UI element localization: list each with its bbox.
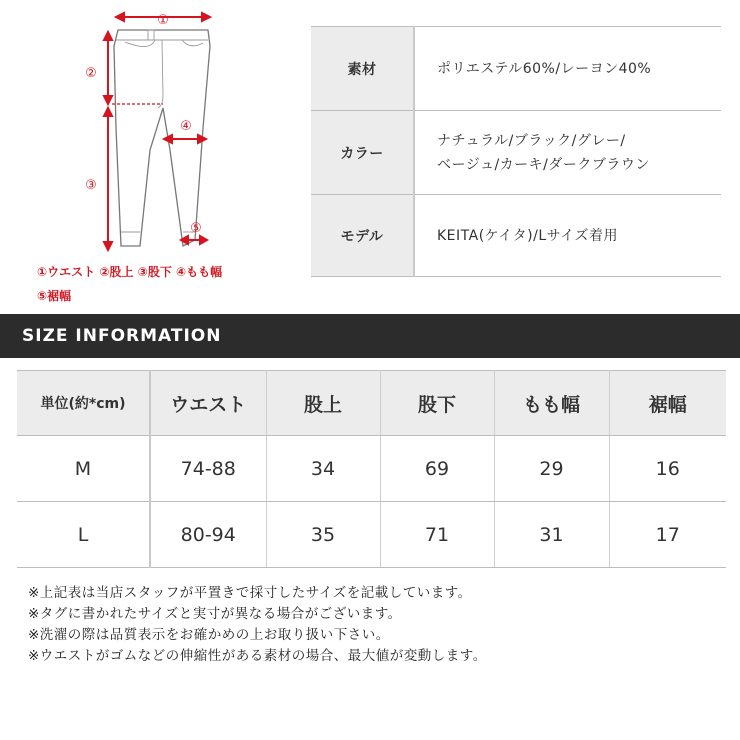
notes (28, 583, 728, 667)
size-label: M (17, 436, 150, 502)
marker-2: ② (85, 66, 97, 81)
marker-5: ⑤ (190, 221, 202, 236)
size-table-header (17, 371, 726, 436)
table-cell: 29 (494, 436, 609, 502)
spec-row-color (311, 111, 721, 195)
spec-value: ナチュラル/ブラック/グレー/ ベージュ/カーキ/ダークブラウン (414, 111, 721, 195)
table-cell: 16 (609, 436, 726, 502)
spec-table (311, 26, 721, 277)
note-line: ※上記表は当店スタッフが平置きで採寸したサイズを記載しています。 (28, 585, 472, 601)
spec-value: ポリエステル60%/レーヨン40% (414, 27, 721, 111)
table-cell: 35 (266, 502, 380, 568)
table-cell: 31 (494, 502, 609, 568)
table-row (17, 436, 726, 502)
note-line: ※洗濯の際は品質表示をお確かめの上お取り扱い下さい。 (28, 627, 390, 643)
spec-row-model (311, 195, 721, 277)
spec-label: モデル (311, 195, 414, 277)
table-row (17, 502, 726, 568)
header-waist: ウエスト (150, 371, 266, 436)
size-table (17, 370, 726, 568)
diagram-legend-line1: ①ウエスト ②股上 ③股下 ④もも幅 (37, 265, 223, 279)
spec-label: カラー (311, 111, 414, 195)
table-cell: 74-88 (150, 436, 266, 502)
marker-1: ① (157, 13, 169, 28)
marker-4: ④ (180, 119, 192, 134)
note-line: ※ウエストがゴムなどの伸縮性がある素材の場合、最大値が変動します。 (28, 648, 487, 664)
header-thigh: もも幅 (494, 371, 609, 436)
table-cell: 80-94 (150, 502, 266, 568)
note-line: ※タグに書かれたサイズと実寸が異なる場合がございます。 (28, 606, 402, 622)
header-unit: 単位(約*cm) (17, 371, 150, 436)
table-cell: 69 (380, 436, 494, 502)
marker-3: ③ (85, 178, 97, 193)
spec-row-material (311, 27, 721, 111)
header-inseam: 股下 (380, 371, 494, 436)
spec-label: 素材 (311, 27, 414, 111)
diagram-legend-line2: ⑤裾幅 (37, 289, 72, 303)
size-label: L (17, 502, 150, 568)
spec-value: KEITA(ケイタ)/Lサイズ着用 (414, 195, 721, 277)
table-cell: 34 (266, 436, 380, 502)
header-hem: 裾幅 (609, 371, 726, 436)
table-cell: 17 (609, 502, 726, 568)
table-cell: 71 (380, 502, 494, 568)
header-rise: 股上 (266, 371, 380, 436)
banner-title: SIZE INFORMATION (22, 326, 222, 346)
